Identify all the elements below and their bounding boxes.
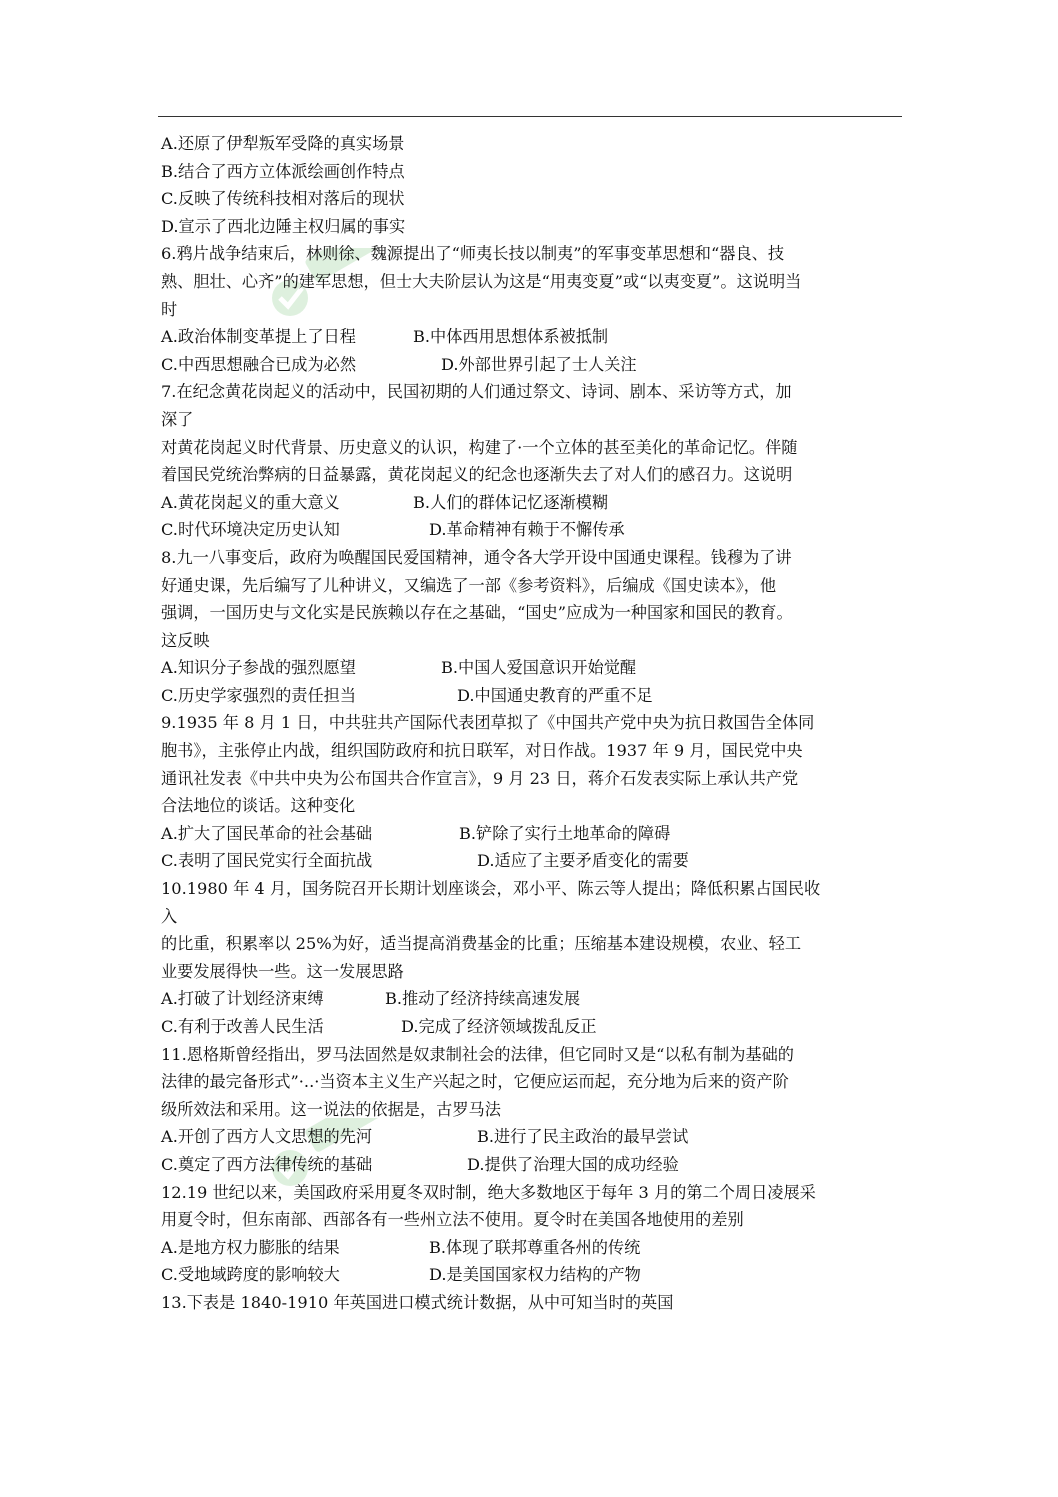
q9-option-d: D.适应了主要矛盾变化的需要 [477,851,689,871]
q9-stem-line: 胞书》，主张停止内战，组织国防政府和抗日联军，对日作战。1937 年 9 月，国民党中央 [161,741,803,761]
q8-option-b: B.中国人爱国意识开始觉醒 [441,658,637,678]
q8-stem-line: 强调，一国历史与文化实是民族赖以存在之基础，“国史”应成为一种国家和国民的教育。 [161,603,793,623]
q8-option-a: A.知识分子参战的强烈愿望 [161,658,356,678]
q8-stem-line: 8.九一八事变后，政府为唤醒国民爱国精神，通令各大学开设中国通史课程。钱穆为了讲 [161,547,792,567]
q6-options-row [161,351,901,379]
q7-option-b: B.人们的群体记忆逐渐模糊 [413,492,609,512]
q10-stem-line: 的比重，积累率以 25%为好，适当提高消费基金的比重；压缩基本建设规模，农业、轻工 [161,934,802,954]
q12-options-row [161,1234,901,1262]
q13-stem-line: 13.下表是 1840-1910 年英国进口模式统计数据，从中可知当时的英国 [161,1292,674,1312]
q7-option-d: D.革命精神有赖于不懈传承 [429,520,625,540]
q9-option-b: B.铲除了实行土地革命的障碍 [459,823,671,843]
q6-option-a: A.政治体制变革提上了日程 [161,327,356,347]
q5-option-d: D.宣示了西北边陲主权归属的事实 [161,216,406,236]
q9-option-c: C.表明了国民党实行全面抗战 [161,851,373,871]
q10-stem-line: 10.1980 年 4 月，国务院召开长期计划座谈会，邓小平、陈云等人提出；降低积累占国民收 [161,879,821,899]
q11-stem-line: 级所效法和采用。这一说法的依据是，古罗马法 [161,1099,501,1119]
q8-options-row [161,682,901,710]
q7-stem-line: 对黄花岗起义时代背景、历史意义的认识，构建了·一个立体的甚至美化的革命记忆。伴随 [161,437,798,457]
q6-option-c: C.中西思想融合已成为必然 [161,354,357,374]
q12-stem-line: 用夏令时，但东南部、西部各有一些州立法不使用。夏令时在美国各地使用的差别 [161,1210,744,1230]
q7-options-row [161,516,901,544]
q10-options-row [161,1013,901,1041]
q11-options-row [161,1151,901,1179]
q9-options-row [161,820,901,848]
q5-option-a: A.还原了伊犁叛军受降的真实场景 [161,134,405,153]
q10-stem-line: 入 [161,906,178,926]
q6-stem-line: 时 [161,299,178,319]
q7-stem-line: 7.在纪念黄花岗起义的活动中，民国初期的人们通过祭文、诗词、剧本、采访等方式，加 [161,382,792,402]
q7-option-c: C.时代环境决定历史认知 [161,520,340,540]
q6-option-b: B.中体西用思想体系被抵制 [413,327,609,347]
q11-option-d: D.提供了治理大国的成功经验 [467,1154,679,1174]
q9-options-row [161,847,901,875]
exam-content [161,130,901,1317]
q9-stem-line: 9.1935 年 8 月 1 日，中共驻共产国际代表团草拟了《中国共产党中央为抗日救国告全体同 [161,713,815,733]
q12-option-b: B.体现了联邦尊重各州的传统 [429,1237,641,1257]
q7-option-a: A.黄花岗起义的重大意义 [161,492,340,512]
q11-options-row [161,1123,901,1151]
q12-option-a: A.是地方权力膨胀的结果 [161,1237,340,1257]
q8-stem-line: 这反映 [161,630,210,650]
q9-stem-line: 合法地位的谈话。这种变化 [161,796,356,816]
q7-options-row [161,489,901,517]
q6-stem-line: 6.鸦片战争结束后，林则徐、魏源提出了“师夷长技以制夷”的军事变革思想和“器良、技 [161,244,785,264]
q5-option-c: C.反映了传统科技相对落后的现状 [161,189,405,209]
header-rule [158,116,902,117]
q12-stem-line: 12.19 世纪以来，美国政府采用夏冬双时制，绝大多数地区于每年 3 月的第二个周日凌展采 [161,1182,816,1202]
q10-option-b: B.推动了经济持续高速发展 [385,989,581,1009]
q9-option-a: A.扩大了国民革命的社会基础 [161,823,373,843]
q10-options-row [161,985,901,1013]
q8-options-row [161,654,901,682]
q11-stem-line: 11.恩格斯曾经指出，罗马法固然是奴隶制社会的法律，但它同时又是“以私有制为基础的 [161,1044,794,1064]
q10-option-c: C.有利于改善人民生活 [161,1017,324,1036]
q6-options-row [161,323,901,351]
q11-option-b: B.进行了民主政治的最早尝试 [477,1127,689,1147]
q7-stem-line: 深了 [161,409,194,429]
q8-stem-line: 好通史课，先后编写了儿种讲义，又编选了一部《参考资料》，后编成《国史读本》，他 [161,575,777,595]
q6-stem-line: 熟、胆壮、心齐”的建军思想，但士大夫阶层认为这是“用夷变夏”或“以夷变夏”。这说明当 [161,271,802,291]
q12-option-d: D.是美国国家权力结构的产物 [429,1265,641,1285]
q6-option-d: D.外部世界引起了士人关注 [441,354,637,374]
q12-option-c: C.受地域跨度的影响较大 [161,1265,340,1285]
q10-option-d: D.完成了经济领域拨乱反正 [401,1017,597,1036]
q11-option-c: C.奠定了西方法律传统的基础 [161,1154,373,1174]
q11-stem-line: 法律的最完备形式”·..·当资本主义生产兴起之时，它便应运而起，充分地为后来的资产阶 [161,1072,789,1092]
q5-option-b: B.结合了西方立体派绘画创作特点 [161,161,405,181]
q9-stem-line: 通讯社发表《中共中央为公布国共合作宣言》，9 月 23 日，蒋介石发表实际上承认共产党 [161,768,799,788]
q10-option-a: A.打破了计划经济束缚 [161,989,324,1009]
q10-stem-line: 业要发展得快一些。这一发展思路 [161,961,404,981]
q7-stem-line: 着国民党统治弊病的日益暴露，黄花岗起义的纪念也逐渐失去了对人们的感召力。这说明 [161,465,793,485]
q12-options-row [161,1261,901,1289]
q8-option-d: D.中国通史教育的严重不足 [457,685,653,705]
q11-option-a: A.开创了西方人文思想的先河 [161,1127,373,1147]
q8-option-c: C.历史学家强烈的责任担当 [161,685,357,705]
